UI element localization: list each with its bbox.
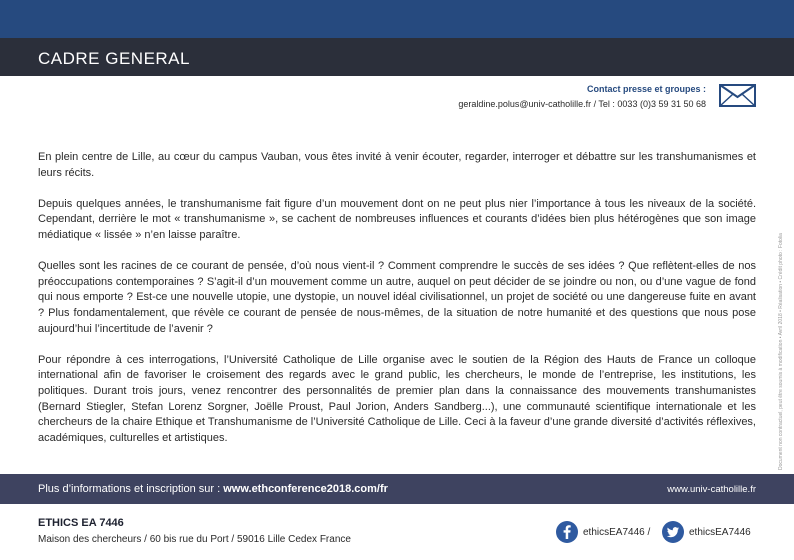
press-contact: [458, 84, 706, 109]
lab-name: ETHICS EA 7446: [38, 517, 124, 529]
facebook-link[interactable]: [556, 521, 650, 543]
twitter-link[interactable]: [662, 521, 751, 543]
paragraph-questions: Quelles sont les racines de ce courant de pensée, d’où nous vient-il ? Comment comprendre le succès de ses idées ? Que reflètent-elles de nos préoccupations contemporaines ? S’agit-il d’un mouvement comme un autre, auquel on peut décider de se joindre ou non, ou d’une vague de fond qui nous emporte ? Est-ce une nouvelle utopie, une dystopie, un nouvel idéal civilisationnel, un projet de société ou une dangereuse fuite en avant ? Plus fondamentalement, que révèle ce courant de pensée de nous-mêmes, de la situation de notre humanité et des questions que nous pose aujourd’hui l’incertitude de l’avenir ?: [38, 260, 756, 335]
envelope-icon: [719, 84, 756, 107]
facebook-icon: [556, 521, 578, 543]
facebook-handle: ethicsEA7446 /: [583, 526, 651, 538]
side-credit: [778, 160, 788, 470]
paragraph-colloquium: Pour répondre à ces interrogations, l’Université Catholique de Lille organise avec le soutien de la Région des Hauts de France un colloque international afin de favoriser le croisement des regards avec le grand public, les chercheurs, le monde de l’entreprise, les institutions, les politiques. Durant trois jours, venez rencontrer des personnalités de premier plan dans la connaissance des mouvements transhumanistes (Bernard Stiegler, Stefan Lorenz Sorgner, Joëlle Proust, Paul Jorion, Anders Sandberg...), une communauté scientifique internationale et les chercheurs de la chaire Ethique et Transhumanisme de l’Université Catholique de Lille. Ceci à la faveur d’une grande diversité d’activités réflexives, académiques, culturelles et artistiques.: [38, 353, 756, 444]
top-color-band: [0, 0, 794, 38]
conference-link[interactable]: www.ethconference2018.com/fr: [223, 483, 388, 495]
main-text: [38, 150, 756, 462]
section-title: CADRE GENERAL: [38, 49, 190, 68]
twitter-icon: [662, 521, 684, 543]
university-website-link[interactable]: www.univ-catholille.fr: [667, 484, 756, 495]
lab-address: Maison des chercheurs / 60 bis rue du Port / 59016 Lille Cedex France: [38, 534, 351, 545]
side-credit-text: Document non contractuel, peut être soumis à modification • Avril 2018 • Réalisation • Crédit photo : Fotolia: [778, 233, 784, 470]
contact-details[interactable]: geraldine.polus@univ-catholille.fr / Tel : 0033 (0)3 59 31 50 68: [458, 99, 706, 109]
twitter-handle: ethicsEA7446: [689, 526, 751, 538]
footer-info: [38, 483, 388, 495]
contact-heading: Contact presse et groupes :: [586, 84, 706, 94]
footer-info-label: Plus d’informations et inscription sur :: [38, 483, 224, 495]
paragraph-intro: En plein centre de Lille, au cœur du campus Vauban, vous êtes invité à venir écouter, regarder, interroger et débattre sur les transhumanismes et leurs récits.: [38, 151, 756, 179]
paragraph-context: Depuis quelques années, le transhumanisme fait figure d’un mouvement dont on ne peut plus nier l’importance à tous les niveaux de la société. Cependant, derrière le mot « transhumanisme », se cachent de nombreuses influences et courants d’idées bien plus hétérogènes que son image médiatique « lissée » n’en laisse paraître.: [38, 197, 756, 241]
